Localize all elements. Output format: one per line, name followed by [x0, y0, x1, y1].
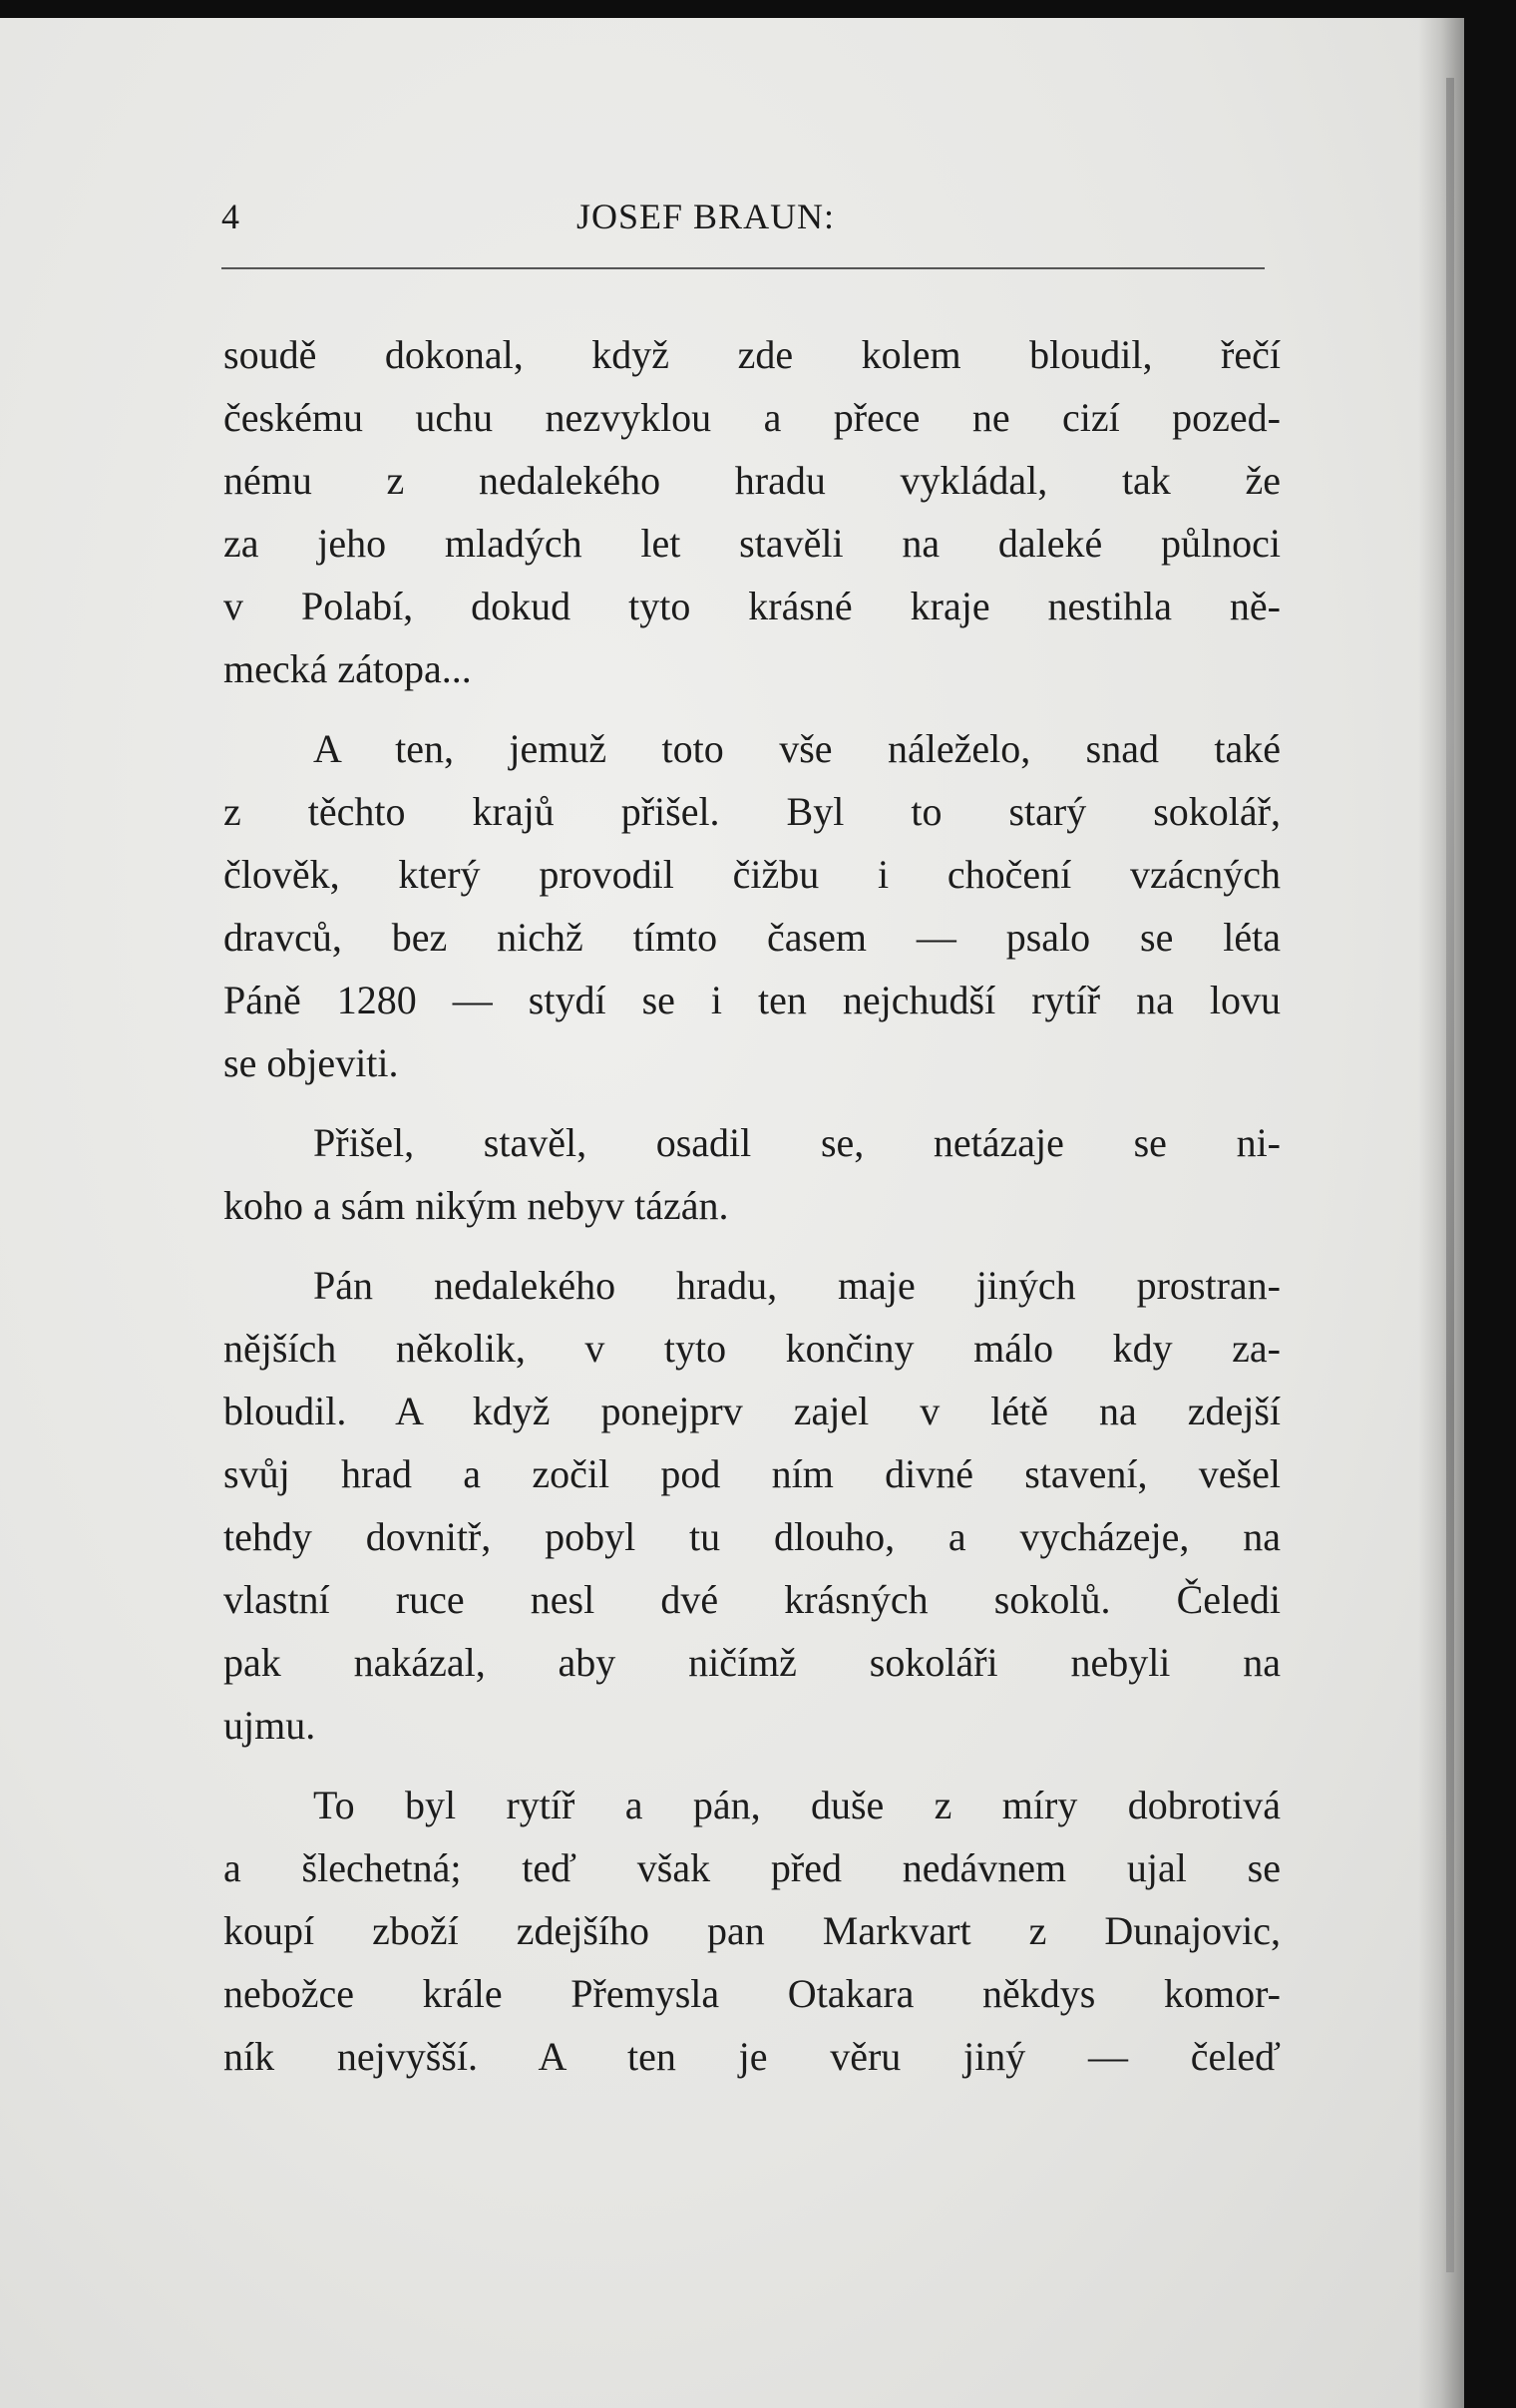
text-line: mecká zátopa...	[223, 646, 472, 691]
paragraph-3	[223, 1111, 1281, 1237]
header-rule	[221, 267, 1265, 269]
text-line: českému uchu nezvyklou a přece ne cizí pozed-	[223, 395, 1281, 440]
text-line: Páně 1280 — stydí se i ten nejchudší rytíř na lovu	[223, 978, 1281, 1022]
text-line: z těchto krajů přišel. Byl to starý sokolář,	[223, 789, 1281, 834]
text-line: A ten, jemuž toto vše náleželo, snad také	[313, 726, 1281, 771]
paragraph-5	[223, 1774, 1281, 2088]
text-line: člověk, který provodil čižbu i chočení vzácných	[223, 852, 1281, 897]
page-edge-shadow	[1418, 18, 1464, 2408]
book-page	[0, 18, 1464, 2408]
text-line: nebožce krále Přemysla Otakara někdys komor-	[223, 1971, 1281, 2016]
text-line: bloudil. A když ponejprv zajel v létě na zdejší	[223, 1389, 1281, 1433]
text-line: koupí zboží zdejšího pan Markvart z Dunajovic,	[223, 1908, 1281, 1953]
text-line: Přišel, stavěl, osadil se, netázaje se ni-	[313, 1120, 1281, 1165]
paragraph-4	[223, 1254, 1281, 1757]
text-line: svůj hrad a zočil pod ním divné stavení, vešel	[223, 1451, 1281, 1496]
text-line: koho a sám nikým nebyv tázán.	[223, 1183, 729, 1228]
running-head: JOSEF BRAUN:	[576, 197, 836, 236]
text-line: pak nakázal, aby ničímž sokoláři nebyli na	[223, 1640, 1281, 1685]
text-line: ujmu.	[223, 1703, 316, 1748]
body-text	[223, 323, 1281, 2105]
text-line: To byl rytíř a pán, duše z míry dobrotivá	[313, 1783, 1281, 1827]
text-line: za jeho mladých let stavěli na daleké půlnoci	[223, 521, 1281, 566]
binding-edge	[1446, 78, 1454, 2272]
text-line: vlastní ruce nesl dvé krásných sokolů. Čeledi	[223, 1577, 1281, 1622]
text-line: soudě dokonal, když zde kolem bloudil, řečí	[223, 332, 1281, 377]
paragraph-2	[223, 717, 1281, 1094]
text-line: a šlechetná; teď však před nedávnem ujal se	[223, 1845, 1281, 1890]
text-line: v Polabí, dokud tyto krásné kraje nestihla ně-	[223, 584, 1281, 628]
text-line: se objeviti.	[223, 1040, 399, 1085]
text-line: ník nejvyšší. A ten je věru jiný — čeleď	[223, 2034, 1281, 2079]
text-line: dravců, bez nichž tímto časem — psalo se léta	[223, 915, 1281, 960]
page-header	[221, 196, 1265, 255]
text-line: Pán nedalekého hradu, maje jiných prostran-	[313, 1263, 1281, 1308]
text-line: nějších několik, v tyto končiny málo kdy za-	[223, 1326, 1281, 1371]
paragraph-1	[223, 323, 1281, 700]
text-line: tehdy dovnitř, pobyl tu dlouho, a vycházeje, na	[223, 1514, 1281, 1559]
page-number: 4	[221, 197, 239, 236]
text-line: nému z nedalekého hradu vykládal, tak že	[223, 458, 1281, 503]
